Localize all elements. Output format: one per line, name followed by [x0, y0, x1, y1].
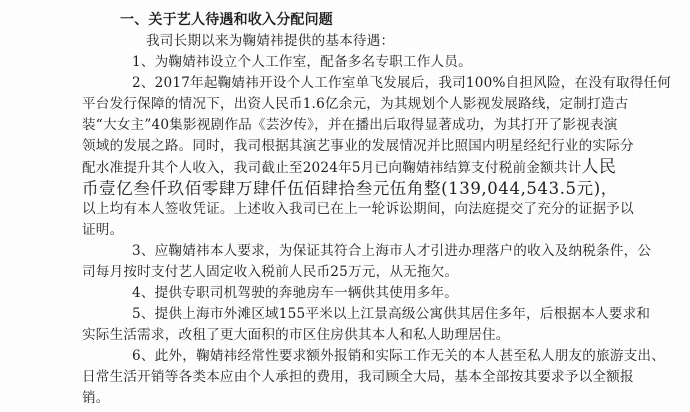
item-6-line-2: 日常生活开销等各类本应由个人承担的费用，我司顾全大局，基本全部按其要求予以全额报 [82, 369, 634, 385]
intro-text: 我司长期以来为鞠婧祎提供的基本待遇： [146, 33, 395, 49]
item-1-text: 1、为鞠婧祎设立个人工作室，配备多名专职工作人员。 [132, 54, 472, 70]
item-2-line-2: 平台发行保障的情况下，出资人民币1.6亿余元，为其规划个人影视发展路线，定制打造古 [82, 96, 629, 112]
item-2-line-1: 2、2017年起鞠婧祎开设个人工作室单飞发展后，我司100%自担风险，在没有取得任何 [132, 75, 672, 91]
payment-amount-punct: ， [600, 179, 618, 198]
item-2-line-8: 证明。 [82, 222, 124, 238]
section-heading: 一、关于艺人待遇和收入分配问题 [120, 12, 333, 28]
item-2-line-5 [82, 157, 616, 179]
item-3-line-1: 3、应鞠婧祎本人要求，为保证其符合上海市人才引进办理落户的收入及纳税条件，公 [132, 243, 652, 259]
item-2-line-6 [82, 178, 618, 199]
item-6-line-3: 销。 [82, 390, 110, 406]
item-2-line-3: 装“大女主”40集影视剧作品《芸汐传》，并在播出后取得显著成功，为其打开了影视表演 [82, 117, 618, 133]
item-2-line-7: 以上均有本人签收凭证。上述收入我司已在上一轮诉讼期间，向法庭提交了充分的证据予以 [82, 201, 634, 217]
item-6-line-1: 6、此外，鞠婧祎经常性要求额外报销和实际工作无关的本人甚至私人朋友的旅游支出、 [132, 348, 666, 364]
item-5-line-1: 5、提供上海市外滩区域155平米以上江景高级公寓供其居住多年，后根据本人要求和 [132, 306, 651, 322]
item-4-text: 4、提供专职司机驾驶的奔驰房车一辆供其使用多年。 [132, 285, 459, 301]
payment-amount: 币壹亿叁仟玖佰零肆万肆仟伍佰肆拾叁元伍角整(139,044,543.5元) [82, 179, 601, 198]
payment-amount-start: 人民 [581, 157, 617, 177]
item-3-line-2: 司每月按时支付艺人固定收入税前人民币25万元，从无拖欠。 [82, 264, 459, 280]
item-2-line-4: 领域的发展之路。同时，我司根据其演艺事业的发展情况并比照国内明星经纪行业的实际分 [82, 138, 634, 154]
item-5-line-2: 实际生活需求，改租了更大面积的市区住房供其本人和私人助理居住。 [82, 327, 510, 343]
item-2-line-5-text: 配水准提升其个人收入，我司截止至2024年5月已向鞠婧祎结算支付税前金额共计 [82, 160, 582, 176]
